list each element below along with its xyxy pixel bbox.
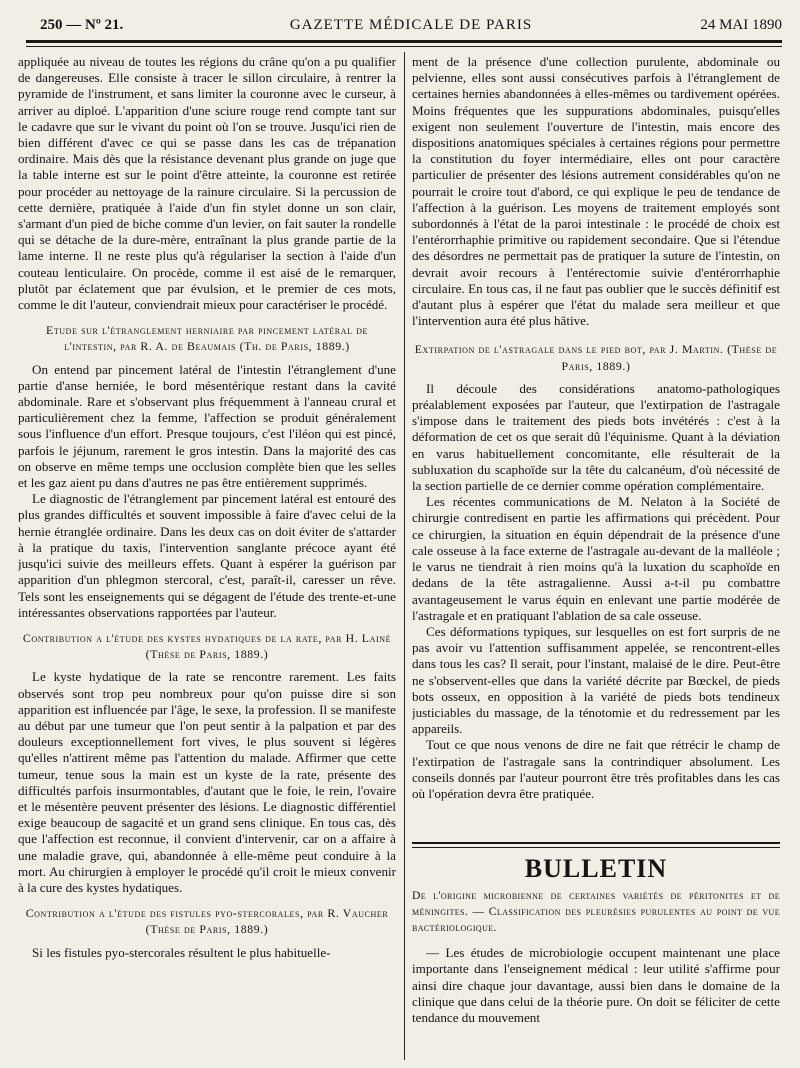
journal-title: GAZETTE MÉDICALE DE PARIS [289,17,533,33]
column-separator [404,52,405,1060]
page-header [40,14,782,36]
header-rule-thick [26,40,782,43]
paragraph-deformations: Ces déformations typiques, sur lesquelles on est fort surpris de ne pas avoir vu l'attention suffisamment appelée, se rencontrent-elles dans tous les cas? Il serait, pour l'instant, malaisé de le dire. Peut-être ne s'observent-elles que dans la variété décrite par Bœckel, de pieds bots osseux, en opposition à la variété de pieds bots tendineux justiciables du massage, de la ténotomie et du redressement par les appareils. [412,623,780,737]
left-column [18,54,396,1060]
paragraph-pincement-diagnostic: Le diagnostic de l'étranglement par pincement latéral est entouré des plus grandes difficultés et souvent impossible à faire d'avec celui de la hernie étranglée ordinaire. Dans les deux cas on doit éviter de s'attarder à la pratique du taxis, l'intervention sanglante précoce ayant été jusqu'ici suivie des meilleurs effets. Quant à espérer la guérison par apparition d'un phlegmon stercoral, c'est, paraît-il, caresser un rêve. Tels sont les enseignements qui se dégagent de l'étude des trente-et-une intéressantes observations rapportées par l'auteur. [18,491,396,620]
paragraph-fistules-start: Si les fistules pyo-stercorales résultent le plus habituelle- [32,944,331,960]
bulletin-rule-thin [412,847,780,848]
paragraph-pincement-definition: On entend par pincement latéral de l'intestin l'étranglement d'une partie d'anse herniée, le bord mésentérique restant dans la cavité abdominale. Rare et s'observant plus fréquemment à l'anneau crural et particulièrement chez la femme, l'affection se produit généralement sous l'influence d'un effort. Presque toujours, c'est l'iléon qui est pincé, parfois le jéjunum, rarement le gros intestin. Dans la majorité des cas on observe en même temps une occlusion complète bien que les selles et les gaz aient pu dans d'autres ne pas être entièrement supprimés. [18,361,396,491]
right-column [412,54,780,1060]
issue-date: 24 MAI 1890 [700,17,782,33]
section-heading-kystes: Contribution a l'étude des kystes hydatiques de la rate, par H. Lainé (Thèse de Paris, 1889.) [22,630,392,662]
section-heading-astragale: Extirpation de l'astragale dans le pied bot, par J. Martin. (Thèse de Paris, 1889.) [414,342,778,373]
paragraph-kyste-rate: Le kyste hydatique de la rate se rencontre rarement. Les faits observés sont trop peu nombreux pour qu'on puisse dire si son apparition est influencée par l'âge, le sexe, la profession. Il se manifeste au début par une tumeur que l'on peut sentir à la palpation et par des douleurs exceptionnellement fort vives, le plus souvent si légères qu'elles n'attirent même pas l'attention du malade. Affirmer que cette tumeur, tenue sous la main est un kyste de la rate, présente des difficultés parfois insurmontables, d'autant que le foie, le rein, l'ovaire et le mésentère peuvent présenter des lésions. Le diagnostic différentiel exige beaucoup de sagacité et un grand sens clinique. En tous cas, dès que l'affection est reconnue, il convient d'intervenir, car on a affaire à une maladie grave, qui, abandonnée à elle-même peut conduire à la mort. Au chirurgien à employer le procédé qu'il croit le mieux convenir à la cure des kystes hydatiques. [18,669,396,895]
header-rule-thin [26,46,782,47]
bulletin-title: BULLETIN [524,854,668,884]
bulletin-subtitle: De l'origine microbienne de certaines variétés de péritonites et de méningites. — Classification des pleurésies purulentes au point de vue bactériologique. [412,889,780,935]
section-heading-etranglement: Etude sur l'étranglement herniaire par pincement latéral de l'intestin, par R. A. de Beaumais (Th. de Paris, 1889.) [46,323,368,354]
paragraph-fistules-continued: ment de la présence d'une collection purulente, abdominale ou pelvienne, elles sont aussi consécutives parfois à l'étranglement de certaines hernies abandonnées à elles-mêmes ou tardivement opérées. Moins fréquentes que les suppurations abdominales, puisqu'elles exigent non seulement l'ouverture de l'intestin, mais encore des dispositions anatomiques spéciales à certaines régions pour permettre la constitution du foyer intermédiaire, elles ont pour caractère particulier de présenter des lésions autrement considérables qu'on ne pourrait le croire tout d'abord, ce qui explique le peu de tendance de l'affection à la guérison. Les moyens de traitement employés sont subordonnés à l'état de la paroi intestinale : le procédé de choix est l'entérorrhaphie primitive ou rapidement secondaire. Que si l'étendue des désordres ne permettait pas de pratiquer la suture de l'intestin, on devrait avoir recours à l'entérectomie suivie d'entérorrhaphie circulaire. En tous cas, il ne faut pas oublier que le succès définitif est d'autant plus à espérer que l'état du malade sera meilleur et que l'intervention aura été plus hâtive. [412,54,780,329]
paragraph-trepanation-end: appliquée au niveau de toutes les régions du crâne qu'on a pu qualifier de dangereuses. Elle consiste à tracer le sillon circulaire, à rentrer la pyramide de l'instrument, et sans limiter la couronne avec le curseur, à arriver au diploé. L'apparition d'une sciure rouge rend compte tant sur le cadavre que sur le vivant du point où l'on se trouve. Jusqu'ici rien de bien différent d'avec ce qui se passe dans les cas de trépanation ordinaire. Mais dès que la résistance devenant plus grande on juge que la table interne est sur le point d'être atteinte, la couronne est retirée pour procéder au nettoyage de la rainure circulaire. Si la percussion de cette dernière, pratiquée à l'aide d'un fin stylet donne un son clair, s'armant d'un pied de biche comme d'un levier, on fait sauter la rondelle qui se détache de la dure-mère, entraînant la plus grande partie de la lame interne. Il ne reste plus qu'à régulariser la section à l'aide d'un couteau lenticulaire. On procède, comme il est aisé de le remarquer, plutôt par éclatement que par évulsion, et le premier de ces mots, comme le dit l'auteur, conviendrait mieux pour caractériser le procédé. [18,54,396,313]
paragraph-bulletin-intro: — Les études de microbiologie occupent maintenant une place importante dans l'enseignement médical : leur utilité s'affirme pour ainsi dire chaque jour davantage, aussi bien dans le domaine de la clinique que dans celui de la théorie pure. On doit se féliciter de cette tendance du mouvement [412,945,780,1025]
page-number: 250 — Nº 21. [40,17,124,33]
paragraph-astragale-considerations: Il découle des considérations anatomo-pathologiques préalablement exposées par l'auteur, que l'extirpation de l'astragale s'impose dans le traitement des pieds bots invétérés : c'est à la déformation de cet os que serait dû l'équinisme. Quant à la déviation en varus habituellement concomitante, elle résulterait de la subluxation du scaphoïde sur la tête du calcanéum, d'où nécessité de la section partielle de ce dernier comme opération complémentaire. [412,380,780,494]
paragraph-nelaton: Les récentes communications de M. Nelaton à la Société de chirurgie contredisent en partie les affirmations qui précèdent. Pour ce chirurgien, la situation en équin dépendrait de la présence d'une cale osseuse à la face externe de l'astragale au-devant de la malléole ; le varus ne tiendrait à rien moins qu'à la luxation du scaphoïde en dedans de la tête astragalienne. Aussi a-t-il pu combattre avantageusement le varus équin en enlevant une partie modérée de l'astragale et en pratiquant l'ablation de sa cale osseuse. [412,494,780,623]
paragraph-conclusion: Tout ce que nous venons de dire ne fait que rétrécir le champ de l'extirpation de l'astragale sans la contrindiquer absolument. Les conseils donnés par l'auteur pourront être très profitables dans les cas où l'opération devra être pratiquée. [412,737,780,801]
section-heading-fistules: Contribution a l'étude des fistules pyo-stercorales, par R. Vaucher (Thèse de Paris, 1889.) [25,906,389,937]
bulletin-rule-thick [412,842,780,844]
